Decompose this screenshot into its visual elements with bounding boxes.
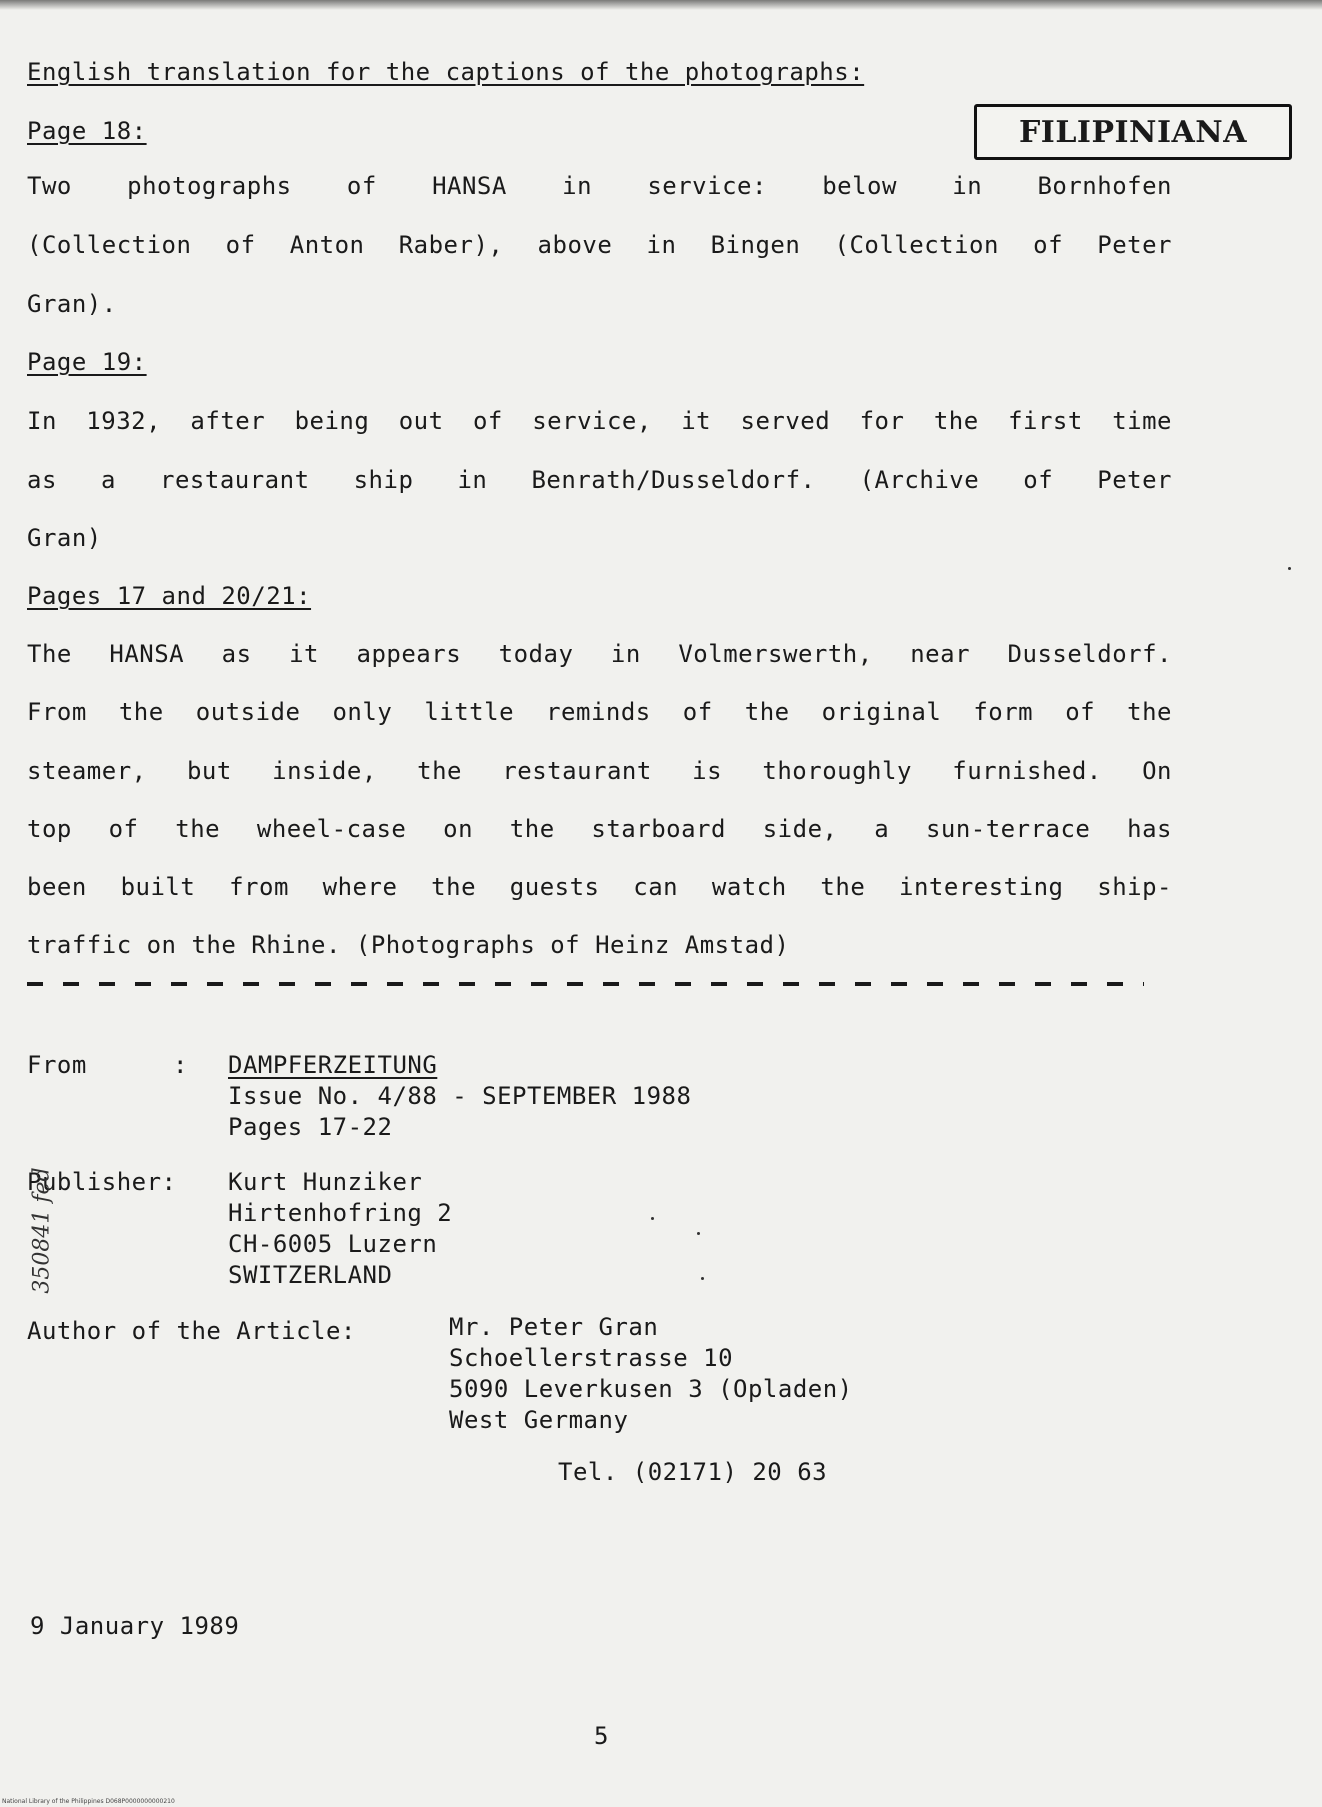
section-heading: Pages 17 and 20/21: bbox=[27, 582, 312, 610]
address-line: Hirtenhofring 2 bbox=[228, 1199, 453, 1227]
scan-speck bbox=[1288, 567, 1291, 570]
from-label: From bbox=[27, 1051, 87, 1079]
publication-name: DAMPFERZEITUNG bbox=[228, 1051, 438, 1079]
address-line: CH-6005 Luzern bbox=[228, 1230, 438, 1258]
author-name: Mr. Peter Gran bbox=[449, 1313, 659, 1341]
scan-speck bbox=[697, 1232, 700, 1235]
caption-line: (Collection of Anton Raber), above in Bingen (Collection of Peter bbox=[27, 231, 1172, 259]
caption-line: traffic on the Rhine. (Photographs of Heinz Amstad) bbox=[27, 931, 790, 959]
issue-number: Issue No. 4/88 - SEPTEMBER 1988 bbox=[228, 1082, 692, 1110]
section-heading: Page 19: bbox=[27, 348, 147, 376]
address-line: Schoellerstrasse 10 bbox=[449, 1344, 734, 1372]
caption-line: Gran) bbox=[27, 524, 102, 552]
from-colon: : bbox=[173, 1051, 188, 1079]
publisher-label: Publisher: bbox=[27, 1168, 177, 1196]
caption-line: Two photographs of HANSA in service: below in Bornhofen bbox=[27, 172, 1172, 200]
dashed-separator bbox=[27, 982, 1144, 986]
document-date: 9 January 1989 bbox=[30, 1612, 240, 1640]
caption-line: as a restaurant ship in Benrath/Dusseldorf. (Archive of Peter bbox=[27, 466, 1172, 494]
caption-line: been built from where the guests can watch the interesting ship- bbox=[27, 873, 1172, 901]
scan-speck bbox=[701, 1277, 704, 1280]
filipiniana-stamp: FILIPINIANA bbox=[974, 104, 1292, 160]
publisher-address bbox=[228, 1167, 452, 1291]
caption-line: steamer, but inside, the restaurant is thoroughly furnished. On bbox=[27, 757, 1172, 785]
page-number: 5 bbox=[594, 1722, 609, 1750]
source-block bbox=[228, 1050, 691, 1143]
caption-line: In 1932, after being out of service, it served for the first time bbox=[27, 407, 1172, 435]
caption-line: Gran). bbox=[27, 290, 117, 318]
address-line: 5090 Leverkusen 3 (Opladen) bbox=[449, 1375, 853, 1403]
address-line: West Germany bbox=[449, 1406, 629, 1434]
document-title: English translation for the captions of the photographs: bbox=[27, 58, 865, 86]
author-address bbox=[449, 1312, 853, 1436]
caption-line: top of the wheel-case on the starboard side, a sun-terrace has bbox=[27, 815, 1172, 843]
scan-speck bbox=[651, 1217, 654, 1220]
caption-line: From the outside only little reminds of the original form of the bbox=[27, 698, 1172, 726]
caption-line: The HANSA as it appears today in Volmerswerth, near Dusseldorf. bbox=[27, 640, 1172, 668]
page-range: Pages 17-22 bbox=[228, 1113, 393, 1141]
telephone: Tel. (02171) 20 63 bbox=[558, 1458, 828, 1486]
handwritten-note: 350841 fed bbox=[29, 1167, 55, 1294]
author-label: Author of the Article: bbox=[27, 1317, 356, 1345]
scan-edge-shadow bbox=[0, 0, 1322, 10]
scan-footer: National Library of the Philippines D068P0000000000210 bbox=[2, 1798, 175, 1805]
section-heading: Page 18: bbox=[27, 117, 147, 145]
publisher-name: Kurt Hunziker bbox=[228, 1168, 423, 1196]
address-line: SWITZERLAND bbox=[228, 1261, 393, 1289]
